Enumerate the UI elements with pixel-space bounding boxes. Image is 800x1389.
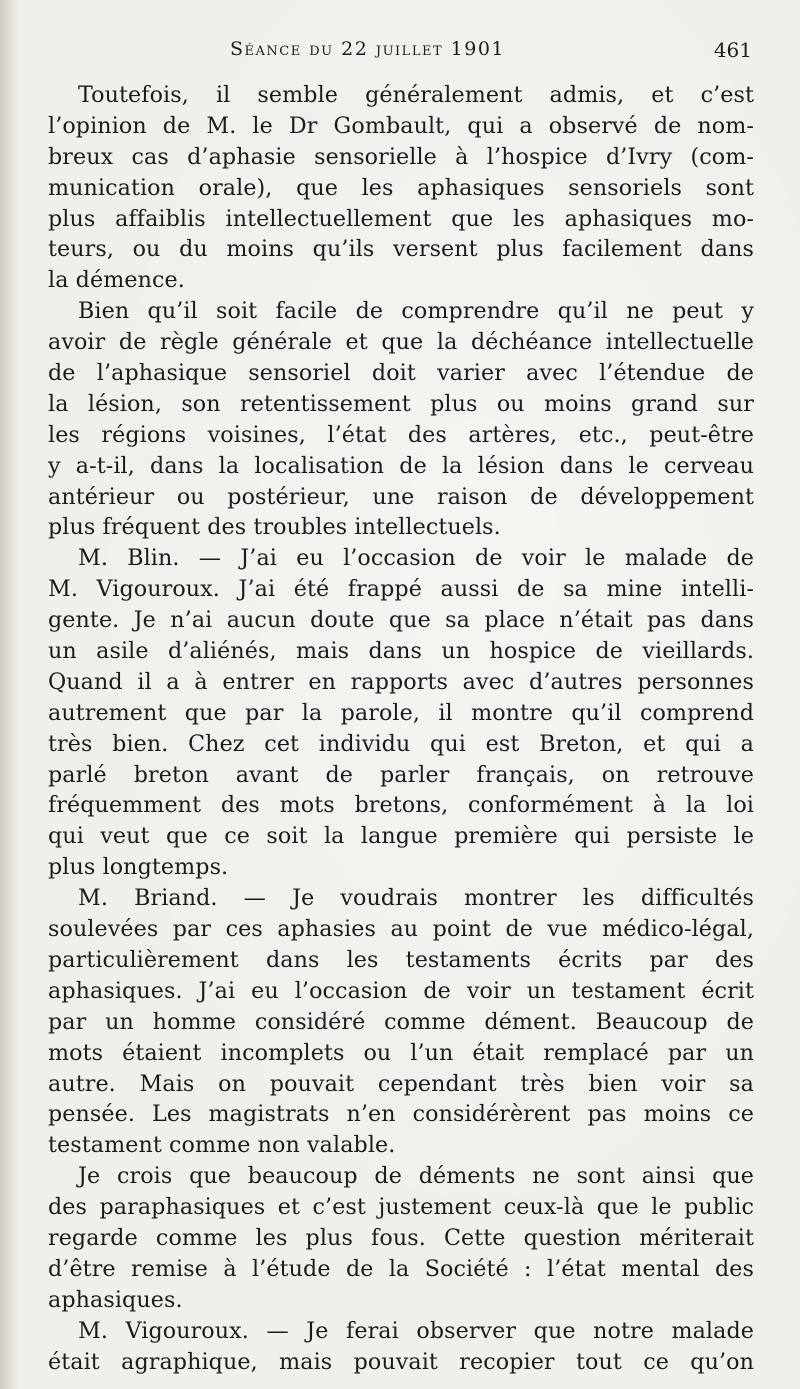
text-line: soulevées par ces aphasies au point de vue médico-légal, <box>48 916 754 943</box>
text-line: un asile d’aliénés, mais dans un hospice de vieillards. <box>48 638 754 665</box>
text-line: qui veut que ce soit la langue première qui persiste le <box>48 823 754 850</box>
text-line: breux cas d’aphasie sensorielle à l’hospice d’Ivry (com- <box>48 143 754 170</box>
text-line: les régions voisines, l’état des artères, etc., peut-être <box>48 421 754 448</box>
text-line: plus fréquent des troubles intellectuels. <box>48 514 501 541</box>
text-line: M. Vigouroux. — Je ferai observer que notre malade <box>78 1317 754 1344</box>
text-line: mots étaient incomplets ou l’un était remplacé par un <box>48 1039 754 1066</box>
running-head <box>50 36 756 68</box>
text-line: M. Blin. — J’ai eu l’occasion de voir le malade de <box>78 545 754 572</box>
text-line: plus longtemps. <box>48 854 229 881</box>
text-line: particulièrement dans les testaments écrits par des <box>48 946 754 973</box>
text-line: Je crois que beaucoup de déments ne sont ainsi que <box>78 1163 754 1190</box>
text-line: testament comme non valable. <box>48 1132 396 1159</box>
text-line: M. Briand. — Je voudrais montrer les difficultés <box>78 885 754 912</box>
text-line: Toutefois, il semble généralement admis, et c’est <box>78 82 754 108</box>
text-line: aphasiques. J’ai eu l’occasion de voir un testament écrit <box>48 977 754 1004</box>
text-line: pensée. Les magistrats n’en considérèrent pas moins ce <box>48 1101 754 1128</box>
text-line: y a-t-il, dans la localisation de la lésion dans le cerveau <box>48 452 754 479</box>
text-line: regarde comme les plus fous. Cette question mériterait <box>48 1224 754 1251</box>
text-line: M. Vigouroux. J’ai été frappé aussi de sa mine intelli- <box>48 576 754 603</box>
text-line: d’être remise à l’étude de la Société : l’état mental des <box>48 1255 754 1282</box>
text-line: des paraphasiques et c’est justement ceux-là que le public <box>48 1194 754 1221</box>
text-line: plus affaiblis intellectuellement que les aphasiques mo- <box>48 205 754 232</box>
text-line: autre. Mais on pouvait cependant très bien voir sa <box>48 1070 754 1097</box>
text-line: teurs, ou du moins qu’ils versent plus facilement dans <box>48 236 754 263</box>
text-line: de l’aphasique sensoriel doit varier avec l’étendue de <box>48 360 754 387</box>
page-number: 461 <box>713 38 752 62</box>
text-line: la lésion, son retentissement plus ou moins grand sur <box>48 390 754 417</box>
text-line: très bien. Chez cet individu qui est Breton, et qui a <box>48 730 754 757</box>
text-line: antérieur ou postérieur, une raison de développement <box>48 483 754 510</box>
text-line: Quand il a à entrer en rapports avec d’autres personnes <box>48 668 754 695</box>
body-text <box>48 80 754 1377</box>
text-line: l’opinion de M. le Dr Gombault, qui a observé de nom- <box>48 112 754 139</box>
text-line: la démence. <box>48 267 185 294</box>
text-line: autrement que par la parole, il montre qu’il comprend <box>48 699 754 726</box>
text-line: fréquemment des mots bretons, conformément à la loi <box>48 792 754 819</box>
text-line: munication orale), que les aphasiques sensoriels sont <box>48 174 754 201</box>
text-line: par un homme considéré comme dément. Beaucoup de <box>48 1008 754 1035</box>
text-line: parlé breton avant de parler français, on retrouve <box>48 761 754 788</box>
running-title: Séance du 22 juillet 1901 <box>230 38 506 60</box>
text-line: aphasiques. <box>48 1286 183 1313</box>
binding-shadow <box>0 0 18 1389</box>
text-line: était agraphique, mais pouvait recopier tout ce qu’on <box>48 1348 754 1375</box>
text-line: avoir de règle générale et que la déchéance intellectuelle <box>48 329 754 356</box>
text-line: gente. Je n’ai aucun doute que sa place n’était pas dans <box>48 607 754 634</box>
text-line: Bien qu’il soit facile de comprendre qu’il ne peut y <box>78 298 754 325</box>
